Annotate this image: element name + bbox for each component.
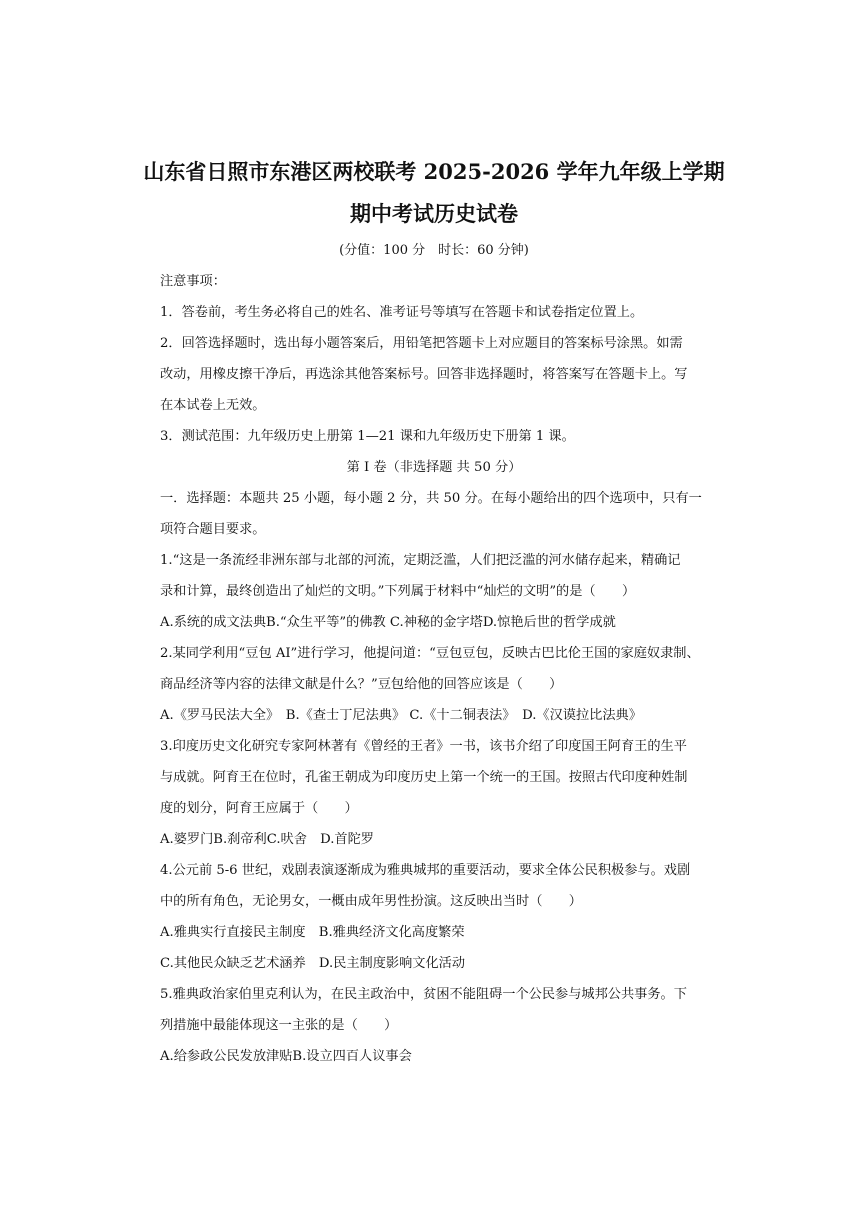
notice-item-2-line2: 改动，用橡皮擦干净后，再选涂其他答案标号。回答非选择题时，将答案写在答题卡上。写 (160, 367, 688, 382)
notice-item-2-line3: 在本试卷上无效。 (160, 398, 266, 413)
question-4-options-1: A.雅典实行直接民主制度 B.雅典经济文化高度繁荣 (160, 925, 465, 940)
question-2-options: A.《罗马民法大全》 B.《查士丁尼法典》 C.《十二铜表法》 D.《汉谟拉比法典》 (160, 708, 642, 723)
question-3-line1: 3.印度历史文化研究专家阿林著有《曾经的王者》一书，该书介绍了印度国王阿育王的生平 (160, 739, 687, 754)
notice-item-2-line1: 2．回答选择题时，选出每小题答案后，用铅笔把答题卡上对应题目的答案标号涂黑。如需 (160, 336, 683, 351)
section-instructions-line1: 一．选择题：本题共 25 小题，每小题 2 分，共 50 分。在每小题给出的四个选项中，只有一 (160, 491, 702, 506)
notice-heading: 注意事项： (160, 274, 226, 289)
question-3-options: A.婆罗门B.刹帝利C.吠舍 D.首陀罗 (160, 832, 374, 847)
question-1-line1: 1.“这是一条流经非洲东部与北部的河流，定期泛滥，人们把泛滥的河水储存起来，精确记 (160, 553, 681, 568)
question-5-options-1: A.给参政公民发放津贴B.设立四百人议事会 (160, 1049, 412, 1064)
question-4-line1: 4.公元前 5-6 世纪，戏剧表演逐渐成为雅典城邦的重要活动，要求全体公民积极参与。戏剧 (160, 863, 691, 878)
question-5-line1: 5.雅典政治家伯里克利认为，在民主政治中，贫困不能阻碍一个公民参与城邦公共事务。下 (160, 987, 687, 1002)
question-2-line2: 商品经济等内容的法律文献是什么？”豆包给他的回答应该是（ ） (160, 677, 563, 692)
volume-title: 第 I 卷（非选择题 共 50 分） (346, 460, 522, 475)
question-3-line2: 与成就。阿育王在位时，孔雀王朝成为印度历史上第一个统一的王国。按照古代印度种姓制 (160, 770, 688, 785)
section-instructions-line2: 项符合题目要求。 (160, 522, 266, 537)
notice-item-1: 1．答卷前，考生务必将自己的姓名、准考证号等填写在答题卡和试卷指定位置上。 (160, 305, 644, 320)
exam-title-line1: 山东省日照市东港区两校联考 2025-2026 学年九年级上学期 (143, 159, 725, 184)
question-4-line2: 中的所有角色，无论男女，一概由成年男性扮演。这反映出当时（ ） (160, 894, 582, 909)
question-1-options: A.系统的成文法典B.“众生平等”的佛教 C.神秘的金字塔D.惊艳后世的哲学成就 (160, 615, 616, 630)
question-4-options-2: C.其他民众缺乏艺术涵养 D.民主制度影响文化活动 (160, 956, 466, 971)
question-1-line2: 录和计算，最终创造出了灿烂的文明。”下列属于材料中“灿烂的文明”的是（ ） (160, 584, 636, 599)
notice-item-3: 3．测试范围：九年级历史上册第 1—21 课和九年级历史下册第 1 课。 (160, 429, 575, 444)
exam-title-line2: 期中考试历史试卷 (350, 201, 518, 226)
score-time-info: (分值：100 分 时长：60 分钟) (339, 243, 529, 258)
question-3-line3: 度的划分，阿育王应属于（ ） (160, 801, 358, 816)
question-5-line2: 列措施中最能体现这一主张的是（ ） (160, 1018, 398, 1033)
question-2-line1: 2.某同学利用“豆包 AI”进行学习，他提问道：“豆包豆包，反映古巴比伦王国的家庭奴隶制、 (160, 646, 700, 661)
